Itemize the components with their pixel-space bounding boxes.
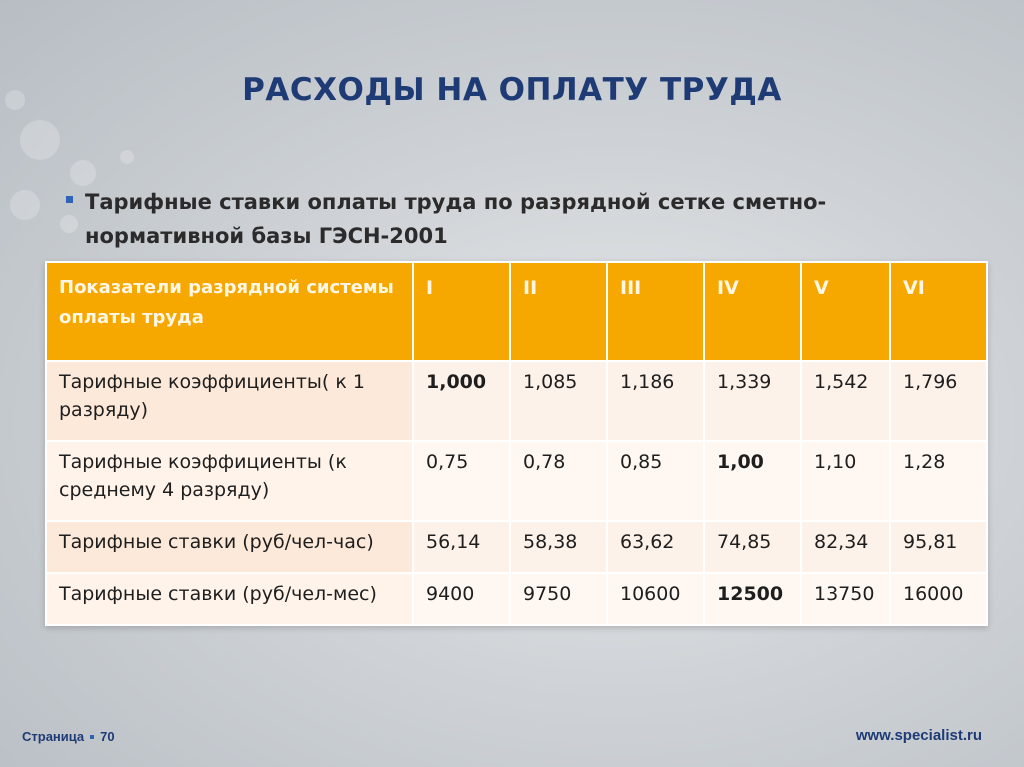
bullet-text-line1: Тарифные ставки оплаты труда по разрядной сетке сметно-: [85, 190, 827, 214]
table-row-label: Тарифные ставки (руб/чел-мес): [46, 573, 413, 625]
table-cell: 1,542: [801, 361, 890, 441]
table-row: [46, 521, 987, 573]
table-header-cell: VI: [890, 262, 987, 361]
table-cell: 10600: [607, 573, 704, 625]
table-cell: 0,75: [413, 441, 510, 521]
page-label: Страница: [22, 729, 85, 744]
table-row-label: Тарифные ставки (руб/чел-час): [46, 521, 413, 573]
table-cell: 1,796: [890, 361, 987, 441]
separator-square-icon: [90, 735, 94, 739]
slide-title: РАСХОДЫ НА ОПЛАТУ ТРУДА: [242, 72, 782, 108]
table-header-cell: III: [607, 262, 704, 361]
table-header-cell: I: [413, 262, 510, 361]
table-cell: 58,38: [510, 521, 607, 573]
table-header-cell: II: [510, 262, 607, 361]
table-header-cell: IV: [704, 262, 801, 361]
page-indicator: [22, 729, 115, 744]
table-cell: 74,85: [704, 521, 801, 573]
table-cell: 1,085: [510, 361, 607, 441]
table-cell: 1,000: [413, 361, 510, 441]
table-cell: 63,62: [607, 521, 704, 573]
background-dot: [70, 160, 96, 186]
website-link[interactable]: www.specialist.ru: [855, 727, 982, 744]
table-cell: 1,186: [607, 361, 704, 441]
table-row-label: Тарифные коэффициенты (к среднему 4 разряду): [46, 441, 413, 521]
table-cell: 16000: [890, 573, 987, 625]
bullet-text: [85, 185, 826, 253]
table-row: [46, 441, 987, 521]
table-row-label: Тарифные коэффициенты( к 1 разряду): [46, 361, 413, 441]
background-dot: [120, 150, 134, 164]
table-cell: 1,28: [890, 441, 987, 521]
table-cell: 0,85: [607, 441, 704, 521]
bullet-square-icon: [66, 196, 73, 203]
table-cell: 1,00: [704, 441, 801, 521]
table-row: [46, 361, 987, 441]
table-cell: 1,10: [801, 441, 890, 521]
tariff-rates-table: [45, 261, 988, 626]
table-cell: 56,14: [413, 521, 510, 573]
bullet-item: [66, 185, 966, 253]
table-cell: 0,78: [510, 441, 607, 521]
table-cell: 13750: [801, 573, 890, 625]
table-cell: 95,81: [890, 521, 987, 573]
table-cell: 82,34: [801, 521, 890, 573]
table-cell: 9400: [413, 573, 510, 625]
table-header-row: [46, 262, 987, 361]
table-cell: 12500: [704, 573, 801, 625]
table-cell: 1,339: [704, 361, 801, 441]
background-dot: [10, 190, 40, 220]
table-row: [46, 573, 987, 625]
table-cell: 9750: [510, 573, 607, 625]
table-header-cell: V: [801, 262, 890, 361]
background-dot: [20, 120, 60, 160]
page-number: 70: [100, 729, 115, 744]
table-header-cell: Показатели разрядной системы оплаты труда: [46, 262, 413, 361]
bullet-text-line2: нормативной базы ГЭСН-2001: [85, 224, 448, 248]
